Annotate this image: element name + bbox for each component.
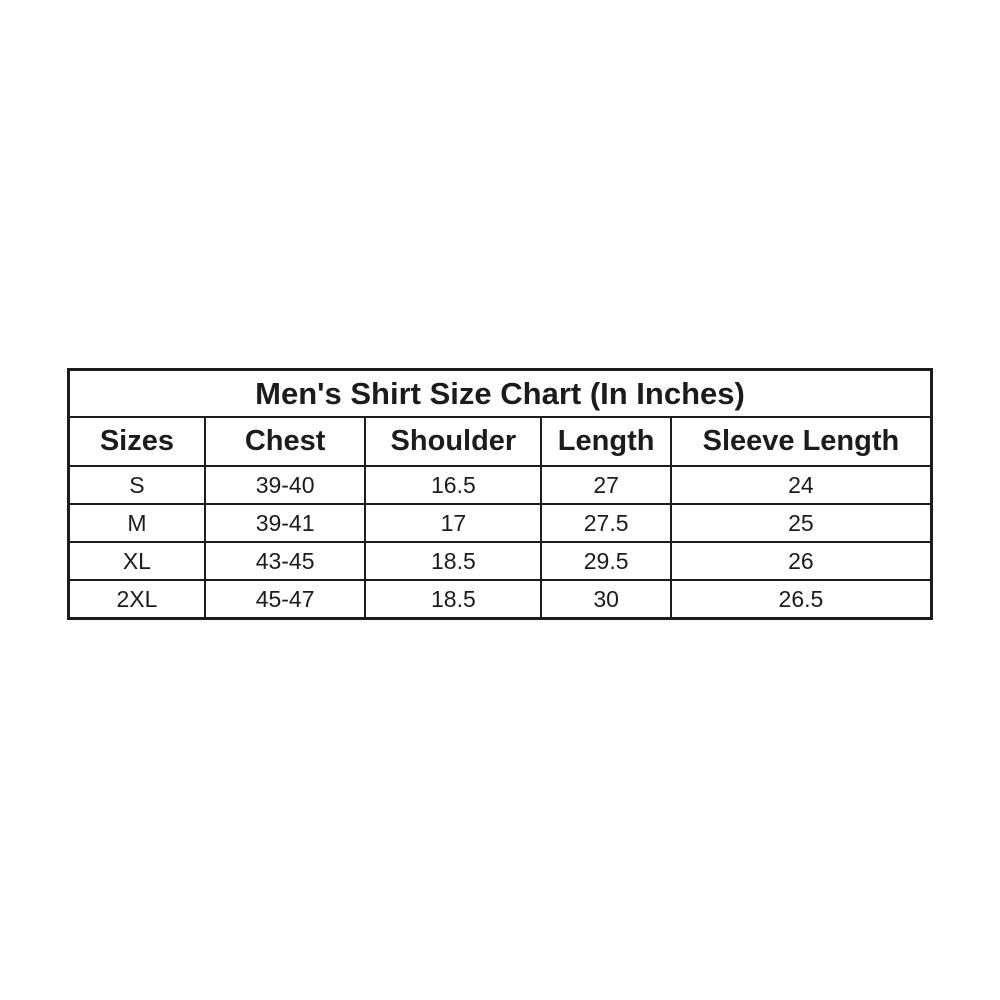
chest-cell: 39-41 (205, 504, 366, 542)
table-row-xl (69, 542, 932, 580)
length-cell: 29.5 (541, 542, 670, 580)
column-header-chest: Chest (205, 417, 366, 466)
title-row (69, 370, 932, 418)
chest-cell: 39-40 (205, 466, 366, 504)
sleeve-length-cell: 24 (671, 466, 932, 504)
sleeve-length-cell: 26.5 (671, 580, 932, 619)
sleeve-length-cell: 25 (671, 504, 932, 542)
column-header-length: Length (541, 417, 670, 466)
size-cell: M (69, 504, 205, 542)
shoulder-cell: 16.5 (365, 466, 541, 504)
size-chart-table (67, 368, 933, 620)
header-row (69, 417, 932, 466)
table-row-s (69, 466, 932, 504)
column-header-sizes: Sizes (69, 417, 205, 466)
chest-cell: 45-47 (205, 580, 366, 619)
size-cell: XL (69, 542, 205, 580)
column-header-shoulder: Shoulder (365, 417, 541, 466)
table-row-2xl (69, 580, 932, 619)
column-header-sleeve-length: Sleeve Length (671, 417, 932, 466)
table-row-m (69, 504, 932, 542)
shoulder-cell: 18.5 (365, 580, 541, 619)
length-cell: 27 (541, 466, 670, 504)
shoulder-cell: 17 (365, 504, 541, 542)
table-title: Men's Shirt Size Chart (In Inches) (69, 370, 932, 418)
size-cell: S (69, 466, 205, 504)
sleeve-length-cell: 26 (671, 542, 932, 580)
chest-cell: 43-45 (205, 542, 366, 580)
length-cell: 30 (541, 580, 670, 619)
length-cell: 27.5 (541, 504, 670, 542)
size-cell: 2XL (69, 580, 205, 619)
shoulder-cell: 18.5 (365, 542, 541, 580)
